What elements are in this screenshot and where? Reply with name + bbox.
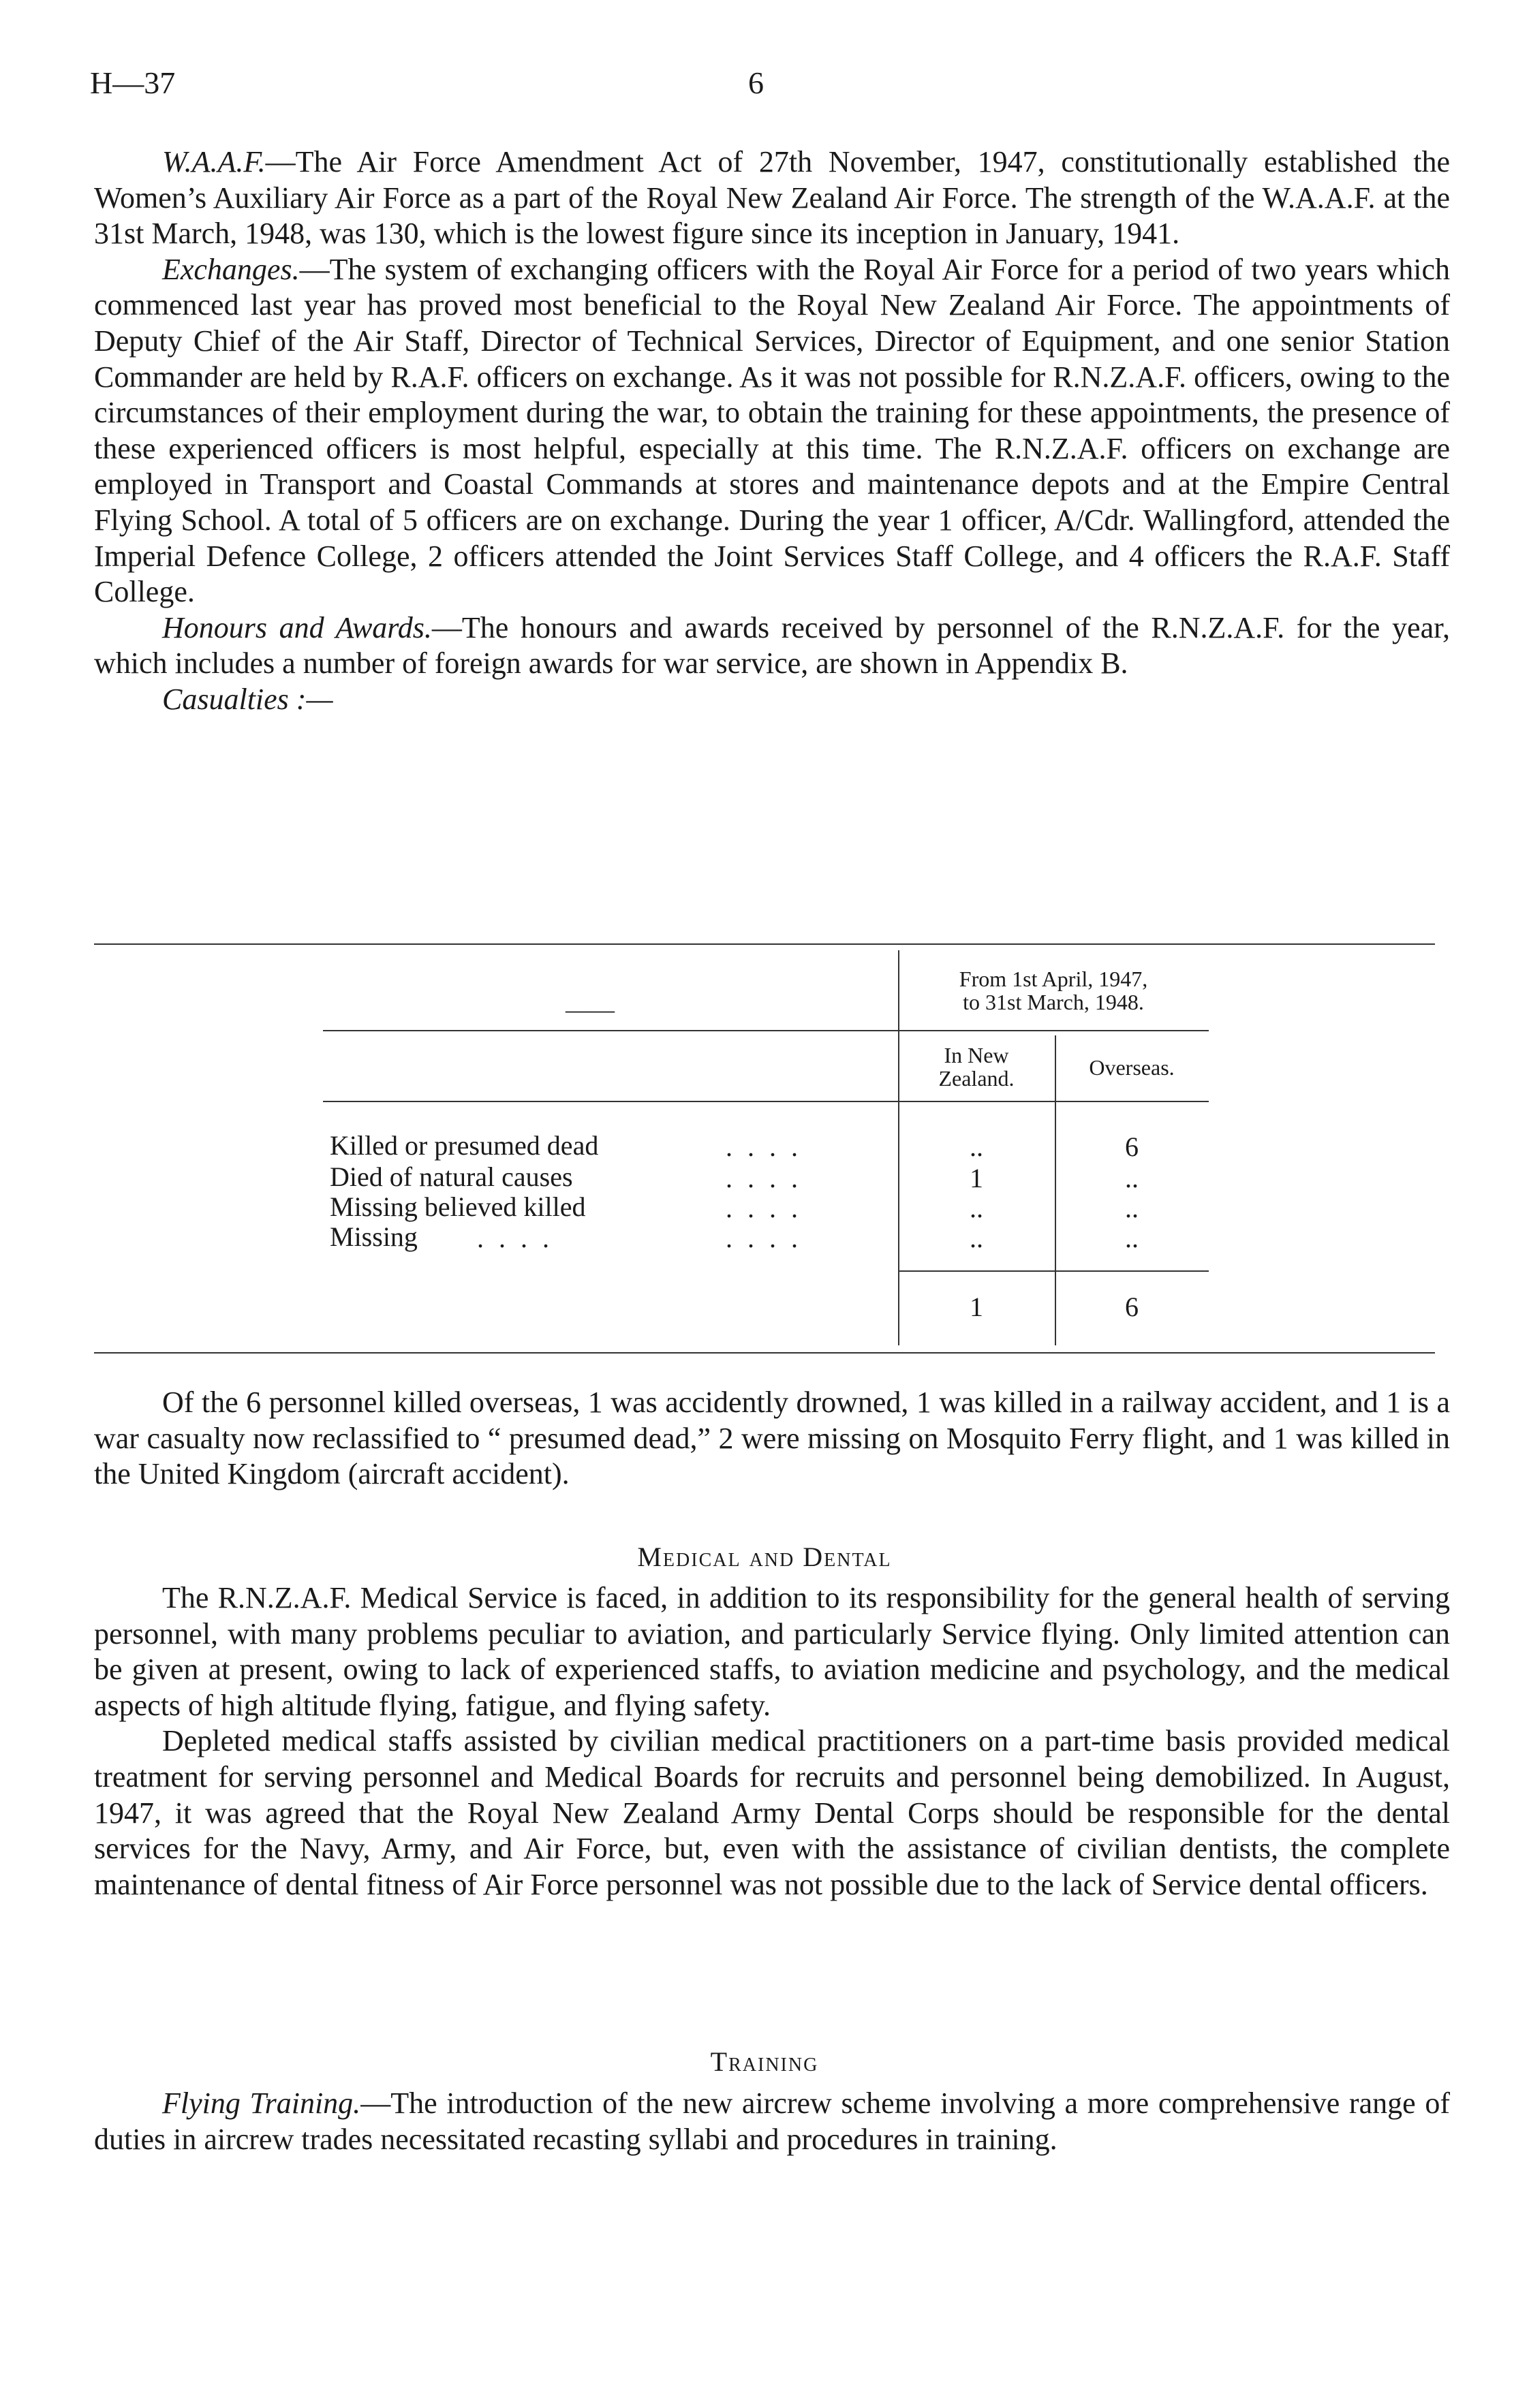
row-value-nz: 1 [970,1163,983,1193]
row-leader-dots: . . . . [726,1193,802,1223]
casualties-label-paragraph [94,682,1450,718]
row-leader-dots: . . . . [726,1131,802,1162]
row-value-overseas: .. [1125,1193,1139,1223]
upper-body-text [94,144,1450,718]
paragraph-medical-2: Depleted medical staffs assisted by civilian medical practitioners on a part-time basis provided medical treatment for serving personnel and Medical Boards for recruits and personnel being demobilized. In August, 1947, it was agreed that the Royal New Zealand Army Dental Corps should be responsible for the dental services for the Navy, Army, and Air Force, but, even with the assistance of civilian dentists, the complete maintenance of dental fitness of Air Force personnel was not possible due to the lack of Service dental officers. [94,1724,1450,1901]
row-value-overseas: 6 [1125,1131,1139,1162]
table-top-rule [94,943,1435,945]
column-header-new-zealand [898,1044,1055,1090]
table-total-rule [898,1270,1209,1272]
flying-training-lead: Flying Training. [162,2086,361,2120]
row-value-nz: .. [970,1131,983,1162]
casualties-label: Casualties :— [162,682,333,716]
medical-body-text [94,1580,1450,1903]
section-heading-training: Training [710,2046,819,2077]
table-column-divider [1055,1035,1056,1345]
paragraph-exchanges [94,252,1450,610]
paragraph-medical-1: The R.N.Z.A.F. Medical Service is faced, in addition to its responsibility for the general health of serving personnel, with many problems peculiar to aviation, and particularly Service flying. Only limited attention can be given at present, owing to lack of experienced staffs, to aviation medicine and psychology, and the medical aspects of high altitude flying, fatigue, and flying safety. [94,1581,1450,1722]
document-reference: H—37 [90,65,176,100]
paragraph-waaf [94,144,1450,252]
row-leader-dots: . . . . [726,1163,802,1193]
period-header-line-1: From 1st April, 1947, [959,967,1148,991]
exchanges-lead: Exchanges. [162,252,300,286]
section-heading-medical-dental: Medical and Dental [637,1542,892,1572]
column-header-new-zealand-line-2: Zealand. [938,1066,1015,1091]
row-label-missing: Missing [330,1221,418,1252]
paragraph-killed-overseas: Of the 6 personnel killed overseas, 1 was accidently drowned, 1 was killed in a railway accident, and 1 is a war casualty now reclassified to “ presumed dead,” 2 were missing on Mosquito Ferry flight, and 1 was killed in the United Kingdom (aircraft accident). [94,1386,1450,1491]
paragraph-flying-training [94,2086,1450,2157]
training-body-text [94,2086,1450,2157]
exchanges-text: —The system of exchanging officers with the Royal Air Force for a period of two years which commenced last year has proved most beneficial to the Royal New Zealand Air Force. The appointments of Deputy Chief of the Air Staff, Director of Technical Services, Director of Equipment, and one senior Station Commander are held by R.A.F. officers on exchange. As it was not possible for R.N.Z.A.F. officers, owing to the circumstances of their employment during the war, to obtain the training for these appointments, the presence of these experienced officers is most helpful, especially at this time. The R.N.Z.A.F. officers on exchange are employed in Transport and Coastal Commands at stores and maintenance depots and at the Empire Central Flying School. A total of 5 officers are on exchange. During the year 1 officer, A/Cdr. Wallingford, attended the Imperial Defence College, 2 officers attended the Joint Services Staff College, and 4 officers the R.A.F. Staff College. [94,252,1450,609]
period-header [898,967,1209,1014]
row-label-died: Died of natural causes [330,1161,573,1192]
row-value-nz: .. [970,1223,983,1253]
stub-header-dash: —— [566,996,615,1023]
row-leader-dots: . . . . [726,1223,802,1253]
column-header-new-zealand-line-1: In New [944,1043,1009,1067]
table-header-rule-2 [323,1101,1209,1102]
row-value-nz: .. [970,1193,983,1223]
table-bottom-rule [94,1352,1435,1354]
row-label-missing-believed-killed: Missing believed killed [330,1191,586,1222]
period-header-line-2: to 31st March, 1948. [963,990,1144,1014]
total-nz: 1 [970,1292,983,1322]
total-overseas: 6 [1125,1292,1139,1322]
row-label-killed: Killed or presumed dead [330,1130,599,1161]
honours-text: —The honours and awards received by personnel of the R.N.Z.A.F. for the year, which includes a number of foreign awards for war service, are shown in Appendix B. [94,610,1450,681]
table-header-rule-1 [323,1030,1209,1031]
row-value-overseas: .. [1125,1223,1139,1253]
row-leader-dots: . . . . [477,1223,553,1253]
page-number: 6 [748,65,764,100]
waaf-text: —The Air Force Amendment Act of 27th November, 1947, constitutionally established the Women’s Auxiliary Air Force as a part of the Royal New Zealand Air Force. The strength of the W.A.A.F. at the 31st March, 1948, was 130, which is the lowest figure since its inception in January, 1941. [94,145,1450,251]
honours-lead: Honours and Awards. [162,610,432,644]
flying-training-text: —The introduction of the new aircrew scheme involving a more comprehensive range of duties in aircrew trades necessitated recasting syllabi and procedures in training. [94,2086,1450,2156]
row-value-overseas: .. [1125,1163,1139,1193]
waaf-lead: W.A.A.F. [162,145,266,178]
column-header-overseas: Overseas. [1089,1055,1175,1080]
paragraph-honours [94,610,1450,682]
killed-overseas-text [94,1385,1450,1492]
